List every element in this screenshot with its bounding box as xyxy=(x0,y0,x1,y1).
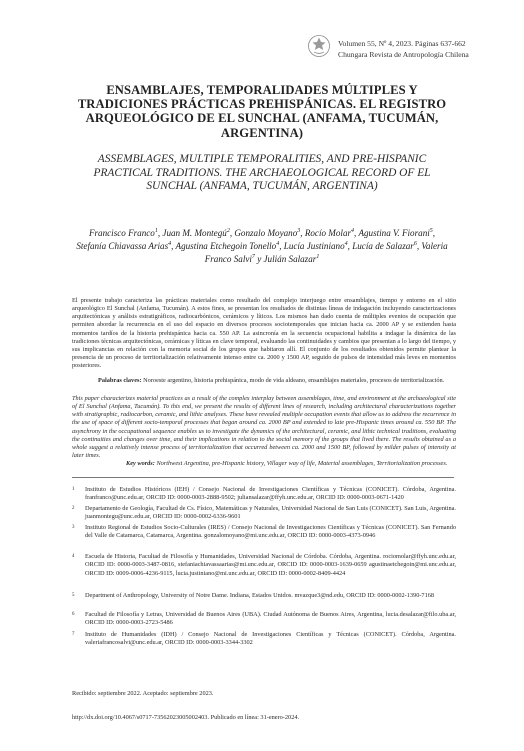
author-name: Agustina V. Fiorani xyxy=(358,228,430,238)
author-affiliation-mark: 1 xyxy=(154,227,158,234)
author-affiliation-mark: 4 xyxy=(351,227,355,234)
author-name: Valeria Franco Salvi xyxy=(204,241,448,265)
keywords-label: Key words: xyxy=(126,460,155,467)
author xyxy=(176,241,280,251)
footnote xyxy=(72,553,456,578)
author-name: Gonzalo Moyano xyxy=(234,228,298,238)
author-list: Francisco Franco$^1$, Juan M. Montegú$^2$, Gonzalo Moyano$^3$, Rocío Molar$^4$, Agustina V. Fiorani$^5$, Stefanía Chiavassa Arias$^4$, Agustina Etchegoin Tonello$^4$, Lucía Justiniano$^4$, Lucía de Salazar$^6$, Valeria Franco Salvi$^7$ y Julián Salazar$^1$ xyxy=(76,227,448,265)
author xyxy=(76,241,171,251)
abstract-spanish: El presente trabajo caracteriza las prácticas materiales como resultado del complejo interjuego entre ensamblajes, tiempo y entorno en el sitio arqueológico El Sunchal (Anfama, Tucumán). A estos fines, se presentan los resultados de distintas líneas de indagación incluyendo caracterizaciones arquitectónicas y análisis estratigráficos, radiocarbónicos, cerámicos y líticos. Los mismos han dado cuenta de múltiples eventos de ocupación que permiten abordar la recurrencia en el uso del espacio en diversos procesos sociotemporales que inician hacia ca. 2000 AP y se extienden hasta momentos tardíos de la historia prehispánica hacia ca. 550 AP. La asincronía en la secuencia ocupacional habilita a indagar la dinámica de las tradiciones técnicas arquitectónicas, cerámicas y líticas en clave temporal, evaluando las continuidades y cambios que presentan a lo largo del tiempo, y sus implicancias en relación con la memoria social de los grupos que habitaron allí. El conjunto de los resultados obtenidos permite plantear la presencia de un proceso de territorialización relativamente intenso entre ca. 2000 y 1500 AP, seguido de pulsos de intensidad más leves en momentos posteriores. xyxy=(72,297,456,370)
author xyxy=(305,228,354,238)
footnote-number: 1 xyxy=(72,487,75,492)
author-name: Juan M. Montegú xyxy=(162,228,227,238)
keywords-spanish xyxy=(72,377,456,385)
footnote-text: Instituto Regional de Estudios Socio-Culturales (IRES) / Consejo Nacional de Investigaciones Científicas y Técnicas (CONICET). San Fernando del Valle de Catamarca, Catamarca, Argentina. gonzalomoyano@mi.unc.edu.ar, ORCID ID: 0000-0003-4373-0946 xyxy=(85,524,456,540)
footnote-number: 5 xyxy=(72,593,75,598)
footnote xyxy=(72,486,456,503)
journal-header xyxy=(338,38,469,60)
footnote-text: Instituto de Estudios Históricos (IEH) / Consejo Nacional de Investigaciones Científicas y Técnicas (CONICET). Córdoba, Argentina. franfranco@unc.edu.ar, ORCID ID: 0000-0003-2888-9502; juliansalazar@ffyh.unc.edu.ar, ORCID ID: 0000-0003-0671-1420 xyxy=(85,486,456,502)
footnote xyxy=(72,631,456,648)
journal-volume: Volumen 55, Nº 4, 2023. Páginas 637-662 xyxy=(338,39,466,48)
doi-line: http://dx.doi.org/10.4067/s0717-73562023005002403. Publicado en línea: 31-enero-2024. xyxy=(72,714,300,721)
footnote-number: 3 xyxy=(72,525,75,530)
author-affiliation-mark: 4 xyxy=(276,241,280,248)
keywords-label: Palabras claves: xyxy=(98,377,142,384)
keywords-english xyxy=(72,460,456,468)
author xyxy=(284,241,348,251)
journal-seal-icon xyxy=(307,34,331,58)
footnote-text: Escuela de Historia, Facultad de Filosofía y Humanidades, Universidad Nacional de Córdoba. Córdoba, Argentina. rociomolar@ffyh.unc.edu.ar, ORCID ID: 0000-0003-3487-0816, stefaniachiavassaarias@mi.unc.edu.ar, ORCID ID: 0000-0003-1639-0659 agustinaetchegoin@mi.unc.edu.ar, ORCID ID: 0009-0006-4236-9115, lucia.justiniano@mi.unc.edu.ar, ORCID ID: 0000-0002-8409-4424 xyxy=(85,553,456,577)
author xyxy=(162,228,229,238)
footnote-text: Facultad de Filosofía y Letras, Universidad de Buenos Aires (UBA). Ciudad Autónoma de Buenos Aires, Argentina, lucia.desalazar@filo.uba.ar, ORCID ID: 0000-0003-2723-5486 xyxy=(85,611,456,627)
author xyxy=(358,228,432,238)
author-name: Francisco Franco xyxy=(88,228,155,238)
footnote-number: 4 xyxy=(72,554,75,559)
author-affiliation-mark: 7 xyxy=(251,254,255,261)
author-name: Agustina Etchegoin Tonello xyxy=(175,241,277,252)
author-affiliation-mark: 4 xyxy=(168,241,172,248)
title-spanish: ENSAMBLAJES, TEMPORALIDADES MÚLTIPLES Y TRADICIONES PRÁCTICAS PREHISPÁNICAS. EL REGISTRO ARQUEOLÓGICO DE EL SUNCHAL (ANFAMA, TUCUMÁN, ARGENTINA) xyxy=(77,83,447,140)
author-affiliation-mark: 4 xyxy=(344,241,348,248)
author xyxy=(264,254,320,264)
footnote xyxy=(72,611,456,628)
footnote-text: Departamento de Geología, Facultad de Cs. Físico, Matemáticas y Naturales, Universidad Nacional de San Luis (CONICET). San Luis, Argentina. juanmontegu@unc.edu.ar, ORCID ID: 0000-0002-6336-9601 xyxy=(85,505,456,521)
title-english: ASSEMBLAGES, MULTIPLE TEMPORALITIES, AND PRE-HISPANIC PRACTICAL TRADITIONS. THE ARCHAEOLOGICAL RECORD OF EL SUNCHAL (ANFAMA, TUCUMÁN, ARGENTINA) xyxy=(93,153,431,192)
footnote-number: 2 xyxy=(72,506,75,511)
author-name: Stefanía Chiavassa Arias xyxy=(76,241,169,252)
author-affiliation-mark: 5 xyxy=(429,227,433,234)
footnote-text: Instituto de Humanidades (IDH) / Consejo Nacional de Investigaciones Científicas y Técnicas (CONICET). Córdoba, Argentina. valeriafrancosalvi@unc.edu.ar, ORCID ID: 0000-0003-3344-3302 xyxy=(85,631,456,647)
footnote-divider xyxy=(72,477,454,478)
received-dates: Recibido: septiembre 2022. Aceptado: septiembre 2023. xyxy=(72,690,214,697)
author-name: Julián Salazar xyxy=(263,254,317,265)
journal-name: Chungara Revista de Antropología Chilena xyxy=(338,50,469,59)
footnote xyxy=(72,505,456,522)
footnote-number: 7 xyxy=(72,632,75,637)
author-name: Lucía de Salazar xyxy=(352,241,414,252)
keywords-text: Noroeste argentino, historia prehispánica, modo de vida aldeano, ensamblajes materiales, procesos de territorialización. xyxy=(143,377,445,384)
author xyxy=(352,241,417,251)
footnote xyxy=(72,524,456,541)
footnote-number: 6 xyxy=(72,612,75,617)
abstract-english: This paper characterizes material practices as a result of the complex interplay between assemblages, time, and environment at the archaeological site of El Sunchal (Anfama, Tucumán). To this end, we present the results of different lines of research, including architectural characterizations together with stratigraphic, radiocarbon, ceramic, and lithic analyses. These have revealed multiple occupation events that allow us to address the recurrence in the use of space of different socio-temporal processes that began around ca. 2000 BP and extended to late pre-Hispanic times around ca. 550 BP. The asynchrony in the occupational sequence enables us to investigate the dynamics of the architectural, ceramic, and lithic technical traditions, evaluating the continuities and changes over time, and their implications in relation to the social memory of the groups that lived there. The results obtained as a whole suggest a relatively intense process of territorialization that occurred between ca. 2000 and 1500 BP, followed by milder pulses of intensity at later times. xyxy=(72,395,456,460)
author-affiliation-mark: 2 xyxy=(226,227,230,234)
author-affiliation-mark: 1 xyxy=(316,254,320,261)
keywords-text: Northwest Argentina, pre-Hispanic history, Villager way of life, Material assemblages, Territorialization processes. xyxy=(156,460,448,467)
author-affiliation-mark: 3 xyxy=(297,227,301,234)
author-name: Rocío Molar xyxy=(304,228,352,238)
author xyxy=(89,228,158,238)
author-affiliation-mark: 6 xyxy=(413,241,417,248)
author-name: Lucía Justiniano xyxy=(283,241,345,252)
footnote xyxy=(72,592,456,600)
footnote-text: Department of Anthropology, University of Notre Dame. Indiana, Estados Unidos. mvazque3@nd.edu, ORCID ID: 0000-0002-1390-7168 xyxy=(85,592,435,599)
author xyxy=(234,228,300,238)
